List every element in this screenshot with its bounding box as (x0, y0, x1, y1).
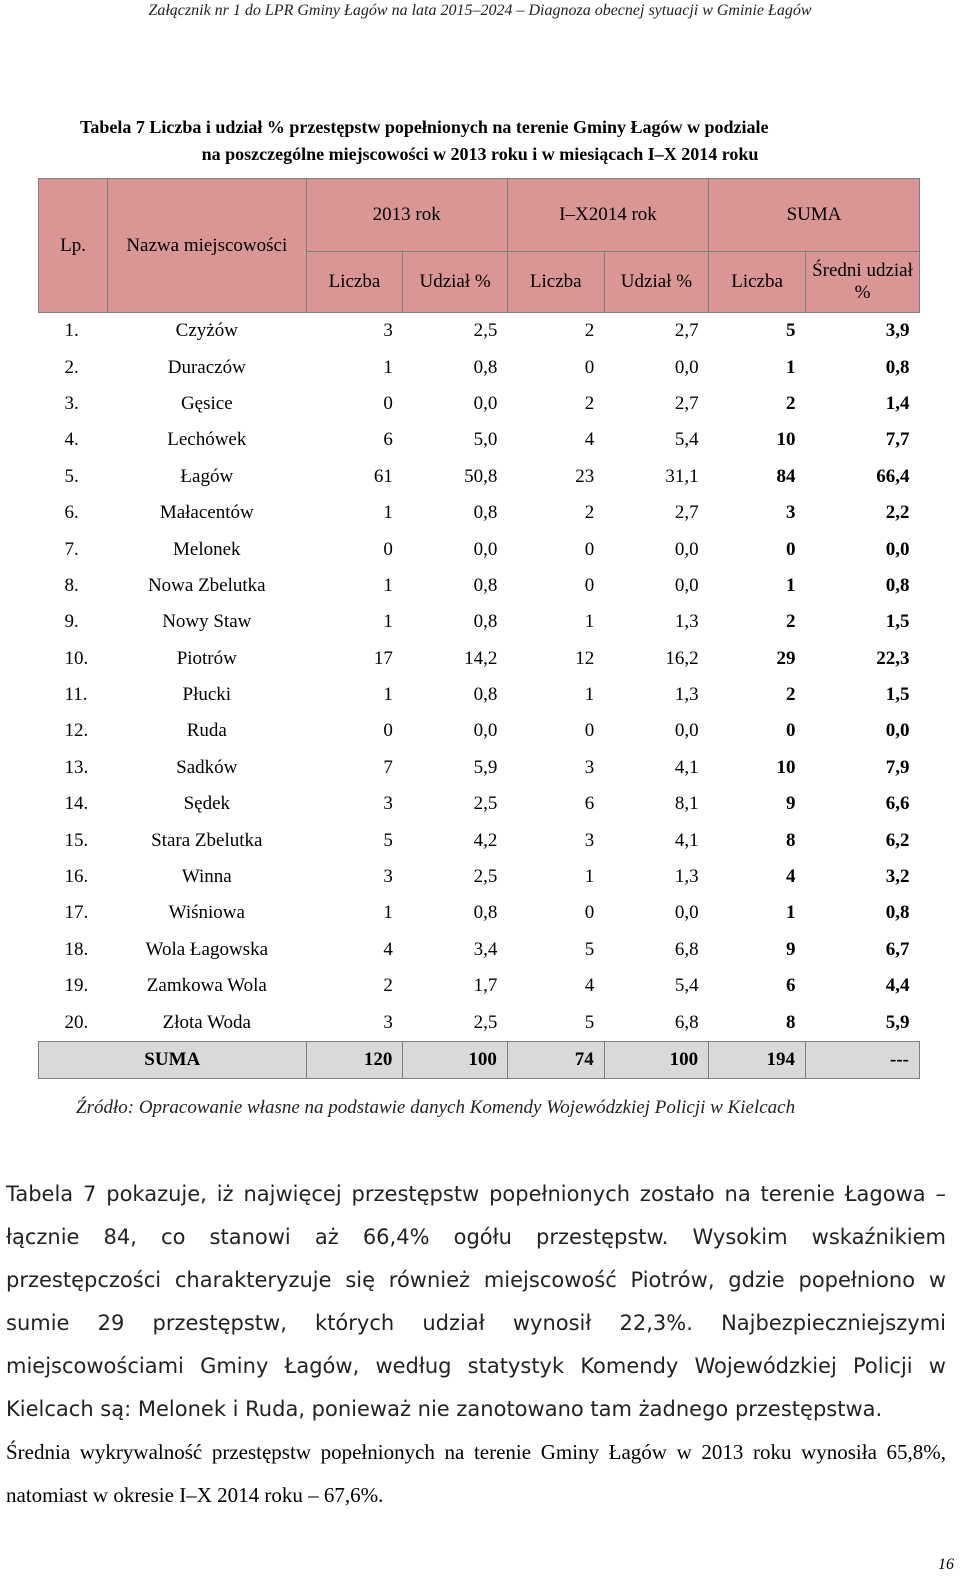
cell-sum-liczba: 1 (786, 356, 796, 378)
cell-2014-udzial: 0,0 (674, 356, 699, 378)
cell-name: Małacentów (159, 502, 254, 524)
cell-sum-liczba: 1 (786, 902, 796, 924)
table-row (39, 859, 920, 895)
cell-2013-udzial: 5,9 (473, 756, 498, 778)
cell-2014-udzial: 0,0 (674, 902, 699, 924)
cell-2014-liczba: 0 (584, 356, 595, 378)
cell-2014-udzial: 2,7 (674, 502, 699, 524)
cell-sum-liczba: 9 (786, 793, 796, 815)
cell-2013-udzial: 0,8 (473, 356, 498, 378)
cell-2014-udzial: 2,7 (674, 392, 699, 414)
cell-2013-liczba: 1 (383, 902, 393, 924)
cell-lp: 9. (64, 611, 79, 633)
cell-sum-sredni: 1,4 (885, 392, 910, 414)
cell-2013-liczba: 1 (383, 574, 393, 596)
cell-lp: 11. (64, 684, 88, 706)
cell-2013-liczba: 3 (383, 1011, 393, 1033)
table-row (39, 386, 920, 422)
cell-2014-udzial: 4,1 (674, 756, 699, 778)
cell-sum-liczba: 4 (786, 866, 796, 888)
cell-2014-liczba: 0 (584, 538, 595, 560)
cell-name: Lechówek (167, 429, 247, 451)
cell-2013-udzial: 2,5 (473, 866, 498, 888)
cell-sum-sredni: 0,0 (885, 538, 910, 560)
cell-2014-udzial: 4,1 (674, 829, 699, 851)
cell-2014-udzial: 1,3 (674, 611, 699, 633)
table-row (39, 822, 920, 858)
cell-lp: 16. (64, 866, 89, 888)
cell-2013-liczba: 0 (383, 392, 393, 414)
cell-2013-udzial: 0,0 (473, 720, 498, 742)
table-row (39, 786, 920, 822)
cell-2013-udzial: 0,8 (473, 574, 498, 596)
cell-sum-sredni: 3,9 (885, 320, 910, 342)
cell-name: Czyżów (175, 320, 238, 342)
cell-lp: 10. (64, 647, 89, 669)
table-row (39, 531, 920, 567)
header-2014-udzial: Udział % (604, 252, 708, 313)
table-row (39, 495, 920, 531)
header-lp: Lp. (39, 179, 108, 313)
table-row (39, 677, 920, 713)
cell-sum-sredni: 6,2 (885, 829, 910, 851)
table-row (39, 459, 920, 495)
table-caption (60, 114, 900, 168)
cell-2014-liczba: 5 (584, 938, 595, 960)
cell-2014-liczba: 5 (584, 1011, 595, 1033)
cell-2014-udzial: 0,0 (674, 720, 699, 742)
source-note: Źródło: Opracowanie własne na podstawie danych Komendy Wojewódzkiej Policji w Kielcach (76, 1097, 796, 1118)
header-sum-sredni: Średni udział % (806, 252, 920, 313)
cell-lp: 20. (64, 1011, 89, 1033)
cell-sum-sredni: 1,5 (885, 611, 910, 633)
cell-lp: 19. (64, 975, 89, 997)
header-sum-liczba: Liczba (709, 252, 806, 313)
cell-2013-udzial: 3,4 (473, 938, 498, 960)
cell-sum-total: 194 (709, 1041, 806, 1078)
cell-sum-label: SUMA (39, 1041, 307, 1078)
cell-2013-udzial: 2,5 (473, 793, 498, 815)
table-row (39, 1004, 920, 1041)
cell-2013-udzial: 0,8 (473, 902, 498, 924)
cell-name: Piotrów (176, 647, 237, 669)
cell-2014-liczba: 4 (584, 429, 595, 451)
cell-sum-liczba: 9 (786, 938, 796, 960)
cell-2013-udzial: 14,2 (464, 647, 498, 669)
cell-sum-sredni: 6,6 (885, 793, 910, 815)
cell-2014-liczba: 12 (575, 647, 595, 669)
cell-sum-liczba: 0 (786, 720, 796, 742)
cell-name: Stara Zbelutka (151, 829, 263, 851)
cell-name: Złota Woda (162, 1011, 251, 1033)
cell-2014-udzial: 6,8 (674, 1011, 699, 1033)
table-row (39, 895, 920, 931)
cell-sum-liczba: 10 (776, 429, 796, 451)
paragraph-1: Tabela 7 pokazuje, iż najwięcej przestępstw popełnionych zostało na terenie Łagowa – łącznie 84, co stanowi aż 66,4% ogółu przestępstw. Wysokim wskaźnikiem przestępczości charakteryzuje się również miejscowość Piotrów, gdzie popełniono w sumie 29 przestępstw, których udział wynosił 22,3%. Najbezpieczniejszymi miejscowościami Gminy Łagów, według statystyk Komendy Wojewódzkiej Policji w Kielcach są: Melonek i Ruda, ponieważ nie zanotowano tam żadnego przestępstwa. (6, 1182, 946, 1421)
cell-lp: 18. (64, 938, 89, 960)
cell-2014-udzial: 16,2 (665, 647, 699, 669)
header-2013-liczba: Liczba (306, 252, 403, 313)
cell-2014-liczba: 6 (584, 793, 595, 815)
header-2013: 2013 rok (306, 179, 507, 252)
cell-2014-udzial: 1,3 (674, 684, 699, 706)
cell-sum-liczba: 8 (786, 829, 796, 851)
cell-2013-liczba: 3 (383, 793, 393, 815)
cell-lp: 1. (64, 320, 79, 342)
cell-sum-liczba: 2 (786, 611, 796, 633)
cell-2013-liczba: 1 (383, 611, 393, 633)
cell-2013-liczba: 1 (383, 502, 393, 524)
cell-name: Nowy Staw (162, 611, 252, 633)
cell-sum-sredni: 6,7 (885, 938, 910, 960)
cell-name: Duraczów (167, 356, 246, 378)
table-row (39, 604, 920, 640)
cell-lp: 2. (64, 356, 79, 378)
cell-2014-liczba: 23 (575, 465, 595, 487)
cell-2013-udzial: 5,0 (473, 429, 498, 451)
cell-sum-sredni: 22,3 (876, 647, 910, 669)
cell-sum-sredni: 1,5 (885, 684, 910, 706)
cell-lp: 5. (64, 465, 79, 487)
header-2014-liczba: Liczba (507, 252, 604, 313)
header-sum: SUMA (709, 179, 920, 252)
cell-name: Zamkowa Wola (146, 975, 267, 997)
table-row (39, 713, 920, 749)
cell-2014-udzial: 8,1 (674, 793, 699, 815)
cell-sum-liczba: 84 (776, 465, 796, 487)
table-row (39, 641, 920, 677)
cell-sum-sredni: 4,4 (885, 975, 910, 997)
cell-sum-sredni: 7,9 (885, 756, 910, 778)
table-caption-line1: Tabela 7 Liczba i udział % przestępstw popełnionych na terenie Gminy Łagów w podziale (80, 117, 769, 137)
cell-sum-sredni: 7,7 (885, 429, 910, 451)
cell-2013-udzial: 2,5 (473, 320, 498, 342)
cell-sum-sredni: 2,2 (885, 502, 910, 524)
cell-2013-udzial: 2,5 (473, 1011, 498, 1033)
cell-name: Sadków (176, 756, 238, 778)
cell-2014-udzial: 0,0 (674, 538, 699, 560)
cell-2014-liczba: 1 (584, 611, 595, 633)
table-row (39, 750, 920, 786)
cell-lp: 7. (64, 538, 79, 560)
cell-name: Melonek (173, 538, 241, 560)
cell-lp: 6. (64, 502, 79, 524)
cell-2014-liczba: 1 (584, 866, 595, 888)
cell-2013-udzial: 1,7 (473, 975, 498, 997)
table-row (39, 313, 920, 350)
header-name: Nazwa miejscowości (108, 179, 306, 313)
paragraph-2: Średnia wykrywalność przestępstw popełnionych na terenie Gminy Łagów w 2013 roku wynosiła 65,8%, natomiast w okresie I–X 2014 roku – 67,6%. (6, 1440, 946, 1507)
table-row (39, 568, 920, 604)
cell-sum-2013-liczba: 120 (306, 1041, 403, 1078)
cell-name: Winna (181, 866, 232, 888)
crime-table (38, 178, 920, 1079)
cell-2013-udzial: 0,8 (473, 502, 498, 524)
cell-lp: 4. (64, 429, 79, 451)
table-row (39, 932, 920, 968)
cell-lp: 15. (64, 829, 89, 851)
document-header: Załącznik nr 1 do LPR Gminy Łagów na lata 2015–2024 – Diagnoza obecnej sytuacji w Gminie Łagów (148, 2, 812, 19)
cell-2013-liczba: 0 (383, 538, 393, 560)
table-row (39, 349, 920, 385)
table-row (39, 422, 920, 458)
cell-2013-liczba: 61 (373, 465, 393, 487)
cell-sum-liczba: 6 (786, 975, 796, 997)
cell-sum-sredni: 0,8 (885, 574, 910, 596)
cell-2013-liczba: 1 (383, 356, 393, 378)
cell-sum-liczba: 1 (786, 574, 796, 596)
cell-2013-liczba: 1 (383, 684, 393, 706)
cell-2014-liczba: 2 (584, 320, 595, 342)
header-2014: I–X2014 rok (507, 179, 708, 252)
cell-sum-2013-udzial: 100 (403, 1041, 507, 1078)
cell-lp: 14. (64, 793, 89, 815)
cell-2014-udzial: 1,3 (674, 866, 699, 888)
cell-name: Wola Łagowska (145, 938, 269, 960)
page-number: 16 (938, 1556, 954, 1573)
cell-2013-liczba: 3 (383, 866, 393, 888)
cell-2014-liczba: 1 (584, 684, 595, 706)
cell-2013-udzial: 0,0 (473, 392, 498, 414)
cell-2013-liczba: 4 (383, 938, 393, 960)
cell-lp: 13. (64, 756, 89, 778)
cell-2014-liczba: 3 (584, 829, 595, 851)
cell-name: Sędek (183, 793, 230, 815)
cell-2013-udzial: 0,8 (473, 684, 498, 706)
cell-sum-sredni: 0,0 (885, 720, 910, 742)
cell-name: Wiśniowa (168, 902, 245, 924)
cell-2013-liczba: 3 (383, 320, 393, 342)
cell-2014-liczba: 3 (584, 756, 595, 778)
cell-2014-udzial: 5,4 (674, 975, 699, 997)
cell-2013-liczba: 2 (383, 975, 393, 997)
cell-2013-udzial: 0,8 (473, 611, 498, 633)
cell-2014-udzial: 31,1 (665, 465, 699, 487)
cell-name: Ruda (186, 720, 227, 742)
cell-2013-liczba: 0 (383, 720, 393, 742)
cell-2013-udzial: 0,0 (473, 538, 498, 560)
table-row (39, 968, 920, 1004)
cell-2014-liczba: 0 (584, 720, 595, 742)
cell-2014-liczba: 0 (584, 902, 595, 924)
cell-lp: 17. (64, 902, 89, 924)
cell-sum-liczba: 5 (786, 320, 796, 342)
cell-2013-liczba: 7 (383, 756, 393, 778)
sum-row (39, 1041, 920, 1078)
header-2013-udzial: Udział % (403, 252, 507, 313)
cell-sum-sredni: 5,9 (885, 1011, 910, 1033)
cell-sum-liczba: 2 (786, 684, 796, 706)
cell-lp: 8. (64, 574, 79, 596)
cell-2013-udzial: 50,8 (464, 465, 498, 487)
cell-sum-liczba: 10 (776, 756, 796, 778)
cell-lp: 12. (64, 720, 89, 742)
cell-2013-liczba: 17 (373, 647, 393, 669)
cell-2014-liczba: 4 (584, 975, 595, 997)
cell-sum-sredni: 0,8 (885, 902, 910, 924)
cell-sum-sredni: 66,4 (876, 465, 910, 487)
cell-2014-udzial: 2,7 (674, 320, 699, 342)
cell-2014-udzial: 0,0 (674, 574, 699, 596)
cell-sum-liczba: 29 (776, 647, 796, 669)
cell-sum-liczba: 0 (786, 538, 796, 560)
cell-sum-2014-liczba: 74 (507, 1041, 604, 1078)
cell-2014-udzial: 6,8 (674, 938, 699, 960)
cell-sum-liczba: 2 (786, 392, 796, 414)
cell-sum-liczba: 8 (786, 1011, 796, 1033)
cell-lp: 3. (64, 392, 79, 414)
cell-2014-udzial: 5,4 (674, 429, 699, 451)
cell-sum-liczba: 3 (786, 502, 796, 524)
cell-2013-udzial: 4,2 (473, 829, 498, 851)
cell-2014-liczba: 0 (584, 574, 595, 596)
cell-name: Płucki (182, 684, 232, 706)
cell-sum-2014-udzial: 100 (604, 1041, 708, 1078)
cell-name: Nowa Zbelutka (147, 574, 266, 596)
cell-name: Gęsice (180, 392, 233, 414)
cell-2014-liczba: 2 (584, 502, 595, 524)
cell-2013-liczba: 6 (383, 429, 393, 451)
table-caption-line2: na poszczególne miejscowości w 2013 roku i w miesiącach I–X 2014 roku (201, 144, 759, 164)
cell-name: Łagów (180, 465, 234, 487)
cell-2014-liczba: 2 (584, 392, 595, 414)
cell-sum-average: --- (806, 1041, 920, 1078)
table-body (39, 313, 920, 1079)
cell-2013-liczba: 5 (383, 829, 393, 851)
cell-sum-sredni: 3,2 (885, 866, 910, 888)
cell-sum-sredni: 0,8 (885, 356, 910, 378)
